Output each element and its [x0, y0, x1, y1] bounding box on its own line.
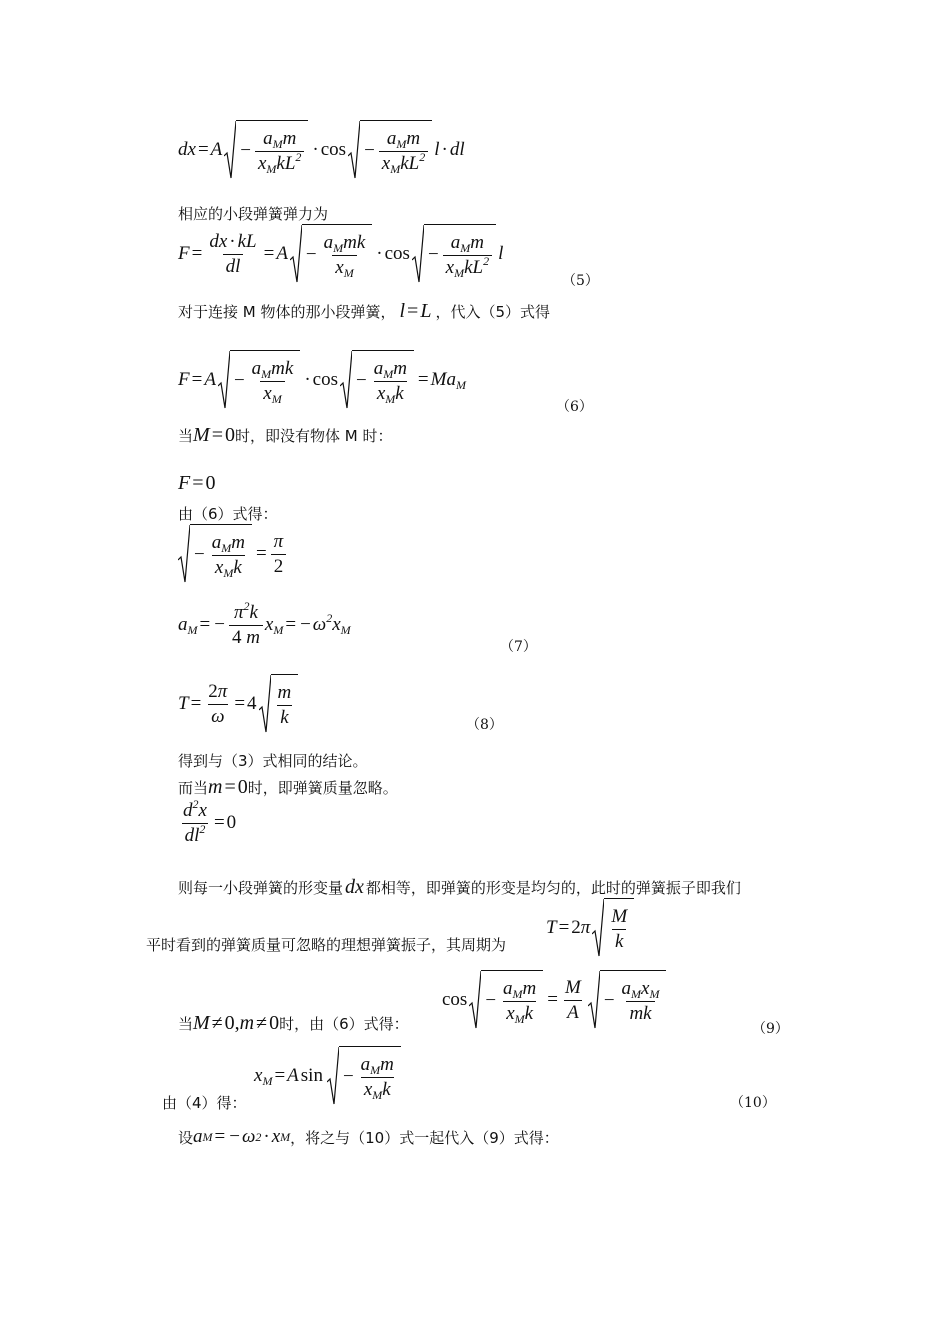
- connect-M-pre: 对于连接 M 物体的那小段弹簧，: [178, 303, 396, 321]
- eq-number-5: （5）: [562, 273, 599, 289]
- M-equals-0: M = 0: [193, 424, 235, 446]
- when-both-pre: 当: [178, 1015, 194, 1033]
- spring-force-label: 相应的小段弹簧弹力为: [178, 205, 329, 223]
- uniform-line: [178, 876, 741, 899]
- uniform-pre: 则每一小段弹簧的形变量: [178, 879, 344, 897]
- dx-symbol: dx: [345, 876, 364, 898]
- when-m0-line: [178, 776, 398, 799]
- when-M0-post: 时，即没有物体 M 时：: [234, 427, 393, 445]
- when-both-line: [178, 1012, 409, 1035]
- equation-8: T = $\frac{2\pi}{\omega}$ = 4 $\frac{m}{k}$: [178, 674, 300, 734]
- M-m-nonzero: M ≠ 0 , m ≠ 0: [193, 1012, 280, 1034]
- equation-F-zero: F = 0: [178, 472, 216, 494]
- eq-number-10: （10）: [730, 1095, 776, 1111]
- connect-M-post: ，代入（5）式得: [435, 303, 550, 321]
- same-conclusion: 得到与（3）式相同的结论。: [178, 752, 368, 770]
- equation-d2x-dl2: $\frac{d^2x}{dl^2}$ = 0: [183, 797, 237, 846]
- connect-M-line: [178, 300, 550, 323]
- l-equals-L: l = L: [399, 300, 432, 322]
- equation-5: F = $\frac{dx \cdot kL}{dl}$ = A − $\frac{a_Mmk}{x_M}$ · cos − $\frac{a_Mm}{x_MkL^2}$ l: [178, 224, 503, 284]
- when-M0-line: [178, 424, 392, 447]
- eq-number-6: （6）: [556, 399, 593, 415]
- aM-equals-omega: a M = − ω 2 · x M: [193, 1126, 291, 1147]
- equation-T-ideal: T = 2 π $\frac{M}{k}$: [546, 898, 636, 958]
- when-M0-pre: 当: [178, 427, 194, 445]
- equation-9: cos − $\frac{a_Mm}{x_Mk}$ = $\frac{M}{A}$ − $\frac{a_Mx_M}{mk}$: [442, 970, 668, 1030]
- set-pre: 设: [178, 1128, 194, 1147]
- eq-number-9: （9）: [752, 1021, 789, 1037]
- m-equals-0: m = 0: [208, 776, 248, 798]
- equation-dx: dx = A − $\frac{a_Mm}{x_MkL^2}$ · cos − $\frac{a_Mm}{x_MkL^2}$ l · dl: [178, 120, 465, 180]
- eq-number-8: （8）: [466, 717, 503, 733]
- eq-number-7: （7）: [500, 639, 537, 655]
- set-post: ，将之与（10）式一起代入（9）式得：: [290, 1128, 559, 1147]
- when-both-post: 时，由（6）式得：: [279, 1015, 409, 1033]
- set-line: [178, 1126, 559, 1148]
- ideal-spring-line: 平时看到的弹簧质量可忽略的理想弹簧振子，其周期为: [146, 936, 507, 954]
- when-m0-pre: 而当: [178, 779, 209, 797]
- uniform-post: 都相等，即弹簧的形变是均匀的，此时的弹簧振子即我们: [365, 879, 741, 897]
- from-4-label: 由（4）得：: [162, 1094, 247, 1112]
- equation-7: $a_M$ = − $\frac{\pi^2k}{4 m}$ $x_M$ = − $\omega^2x_M$: [178, 599, 351, 648]
- equation-6: F = A − $\frac{a_Mmk}{x_M}$ · cos − $\frac{a_Mm}{x_Mk}$ = $Ma_M$: [178, 350, 466, 410]
- equation-10: $x_M$ = A sin − $\frac{a_Mm}{x_Mk}$: [254, 1046, 403, 1106]
- when-m0-post: 时，即弹簧质量忽略。: [247, 779, 398, 797]
- from-6-label: 由（6）式得：: [178, 505, 278, 523]
- equation-sqrt-pi-half: − $\frac{a_Mm}{x_Mk}$ = $\frac{\pi}{2}$: [176, 524, 288, 584]
